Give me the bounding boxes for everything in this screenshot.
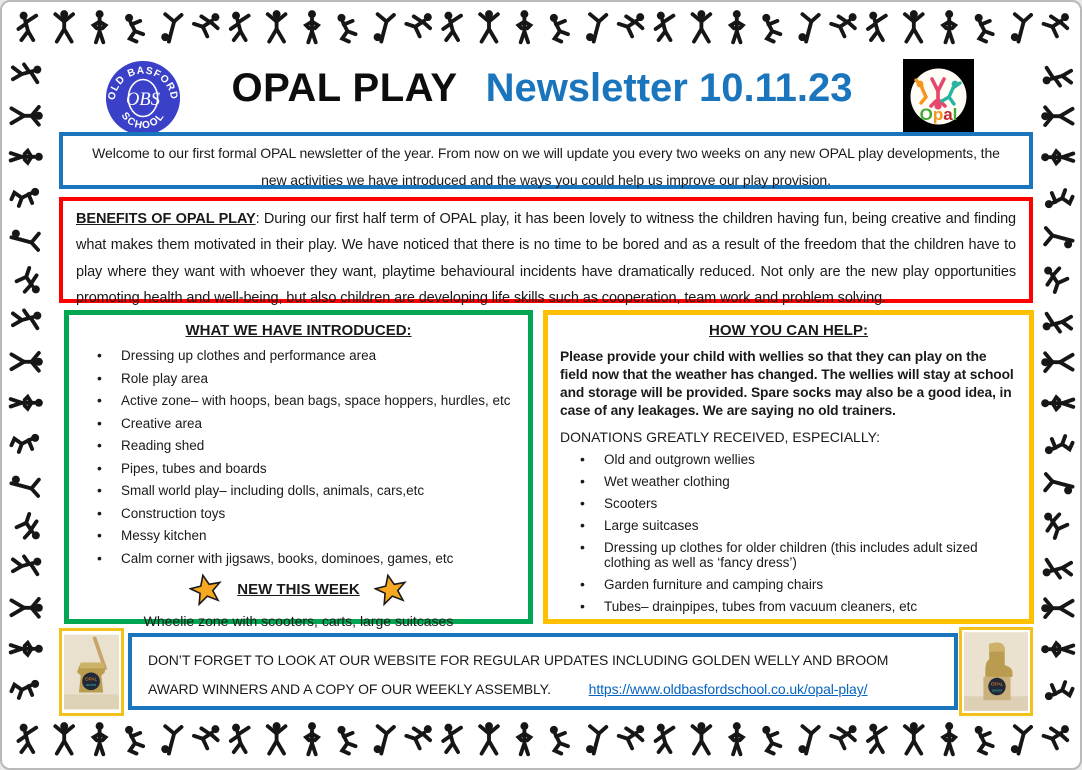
title-newsletter-date: Newsletter 10.11.23 <box>485 66 853 110</box>
school-logo-monogram: OBS <box>126 88 160 110</box>
dancing-children-border-left <box>4 56 48 718</box>
new-this-week-item: Wheelie zone with scooters, carts, large suitcases <box>143 613 454 630</box>
footer-text: DON’T FORGET TO LOOK AT OUR WEBSITE FOR REGULAR UPDATES INCLUDING GOLDEN WELLY AND BROOM AWARD WINNERS AND A COPY OF OUR WEEKLY ASSEMBLY. <box>148 652 889 698</box>
donations-heading: DONATIONS GREATLY RECEIVED, ESPECIALLY: <box>560 428 881 445</box>
svg-text:award: award <box>991 687 1003 693</box>
list-item: • Garden furniture and camping chairs <box>560 577 1017 593</box>
introduced-title: WHAT WE HAVE INTRODUCED: <box>185 322 412 339</box>
benefits-box <box>59 197 1033 307</box>
opal-play-link[interactable]: https://www.oldbasfordschool.co.uk/opal-play/ <box>588 681 868 698</box>
list-item: • Old and outgrown wellies <box>560 452 1017 468</box>
svg-text:Opal: Opal <box>919 105 958 124</box>
list-item: • Tubes– drainpipes, tubes from vacuum cleaners, etc <box>560 599 1017 615</box>
dancing-children-border-right <box>1032 56 1076 718</box>
golden-welly-award-photo <box>959 627 1033 716</box>
introduced-list <box>77 348 520 566</box>
list-item: • Wet weather clothing <box>560 474 1017 490</box>
svg-text:OPAL: OPAL <box>990 682 1004 688</box>
footer-box <box>128 633 958 710</box>
new-this-week-row <box>77 573 520 606</box>
title-opal-play: OPAL PLAY <box>231 66 458 110</box>
help-title: HOW YOU CAN HELP: <box>709 322 868 339</box>
list-item: • Construction toys <box>77 506 520 522</box>
introduced-box <box>64 310 533 630</box>
school-logo-arc-bottom: SCHOOL <box>118 110 168 132</box>
opal-logo <box>903 59 974 134</box>
list-item: • Messy kitchen <box>77 528 520 544</box>
list-item: • Dressing up clothes for older children (this includes adult sized clothing as well as ‘fancy dress’) <box>560 540 1017 571</box>
dancing-children-border-top <box>12 8 1070 52</box>
welcome-text: Welcome to our first formal OPAL newsletter of the year. From now on we will update you every two weeks on any new OPAL play developments, the new activities we have introduced and the ways you could help us improve our play provision. <box>92 145 1000 188</box>
star-icon <box>374 573 408 606</box>
list-item: • Dressing up clothes and performance area <box>77 348 520 364</box>
list-item: • Pipes, tubes and boards <box>77 461 520 477</box>
help-intro: Please provide your child with wellies so that they can play on the field now that the weather has changed. The wellies will stay at school and storage will be provided. Spare socks may also be a good idea, in case of any leakages. We are saying no old trainers. <box>560 349 1014 418</box>
new-this-week-label: NEW THIS WEEK <box>237 581 360 599</box>
school-logo <box>104 59 182 137</box>
svg-text:OPAL: OPAL <box>84 676 98 682</box>
page-title <box>192 66 892 111</box>
welcome-box <box>59 132 1033 189</box>
star-icon <box>189 573 223 606</box>
dancing-children-border-bottom <box>12 720 1070 764</box>
list-item: • Reading shed <box>77 438 520 454</box>
list-item: • Role play area <box>77 371 520 387</box>
benefits-body: : During our first half term of OPAL play, it has been lovely to witness the children having fun, being creative and finding what makes them motivated in their play. We have noticed that there is no time to be bored and as a result of the freedom that the children have to play where they want with whoever they want, playtime behavioural incidents have dramatically reduced. Not only are the new play opportunities promoting health and well-being, but also children are developing life skills such as cooperation, team work and problem solving. <box>76 211 1016 307</box>
list-item: • Small world play– including dolls, animals, cars,etc <box>77 483 520 499</box>
help-box <box>543 310 1034 624</box>
list-item: • Creative area <box>77 416 520 432</box>
list-item: • Large suitcases <box>560 518 1017 534</box>
list-item: • Scooters <box>560 496 1017 512</box>
svg-text:award: award <box>85 682 97 687</box>
list-item: • Active zone– with hoops, bean bags, space hoppers, hurdles, etc <box>77 393 520 409</box>
benefits-heading: BENEFITS OF OPAL PLAY <box>76 211 256 227</box>
list-item: • Calm corner with jigsaws, books, dominoes, games, etc <box>77 551 520 567</box>
golden-broom-award-photo <box>59 628 124 716</box>
donations-list <box>560 452 1017 615</box>
school-logo-arc-top: OLD BASFORD <box>106 65 180 102</box>
